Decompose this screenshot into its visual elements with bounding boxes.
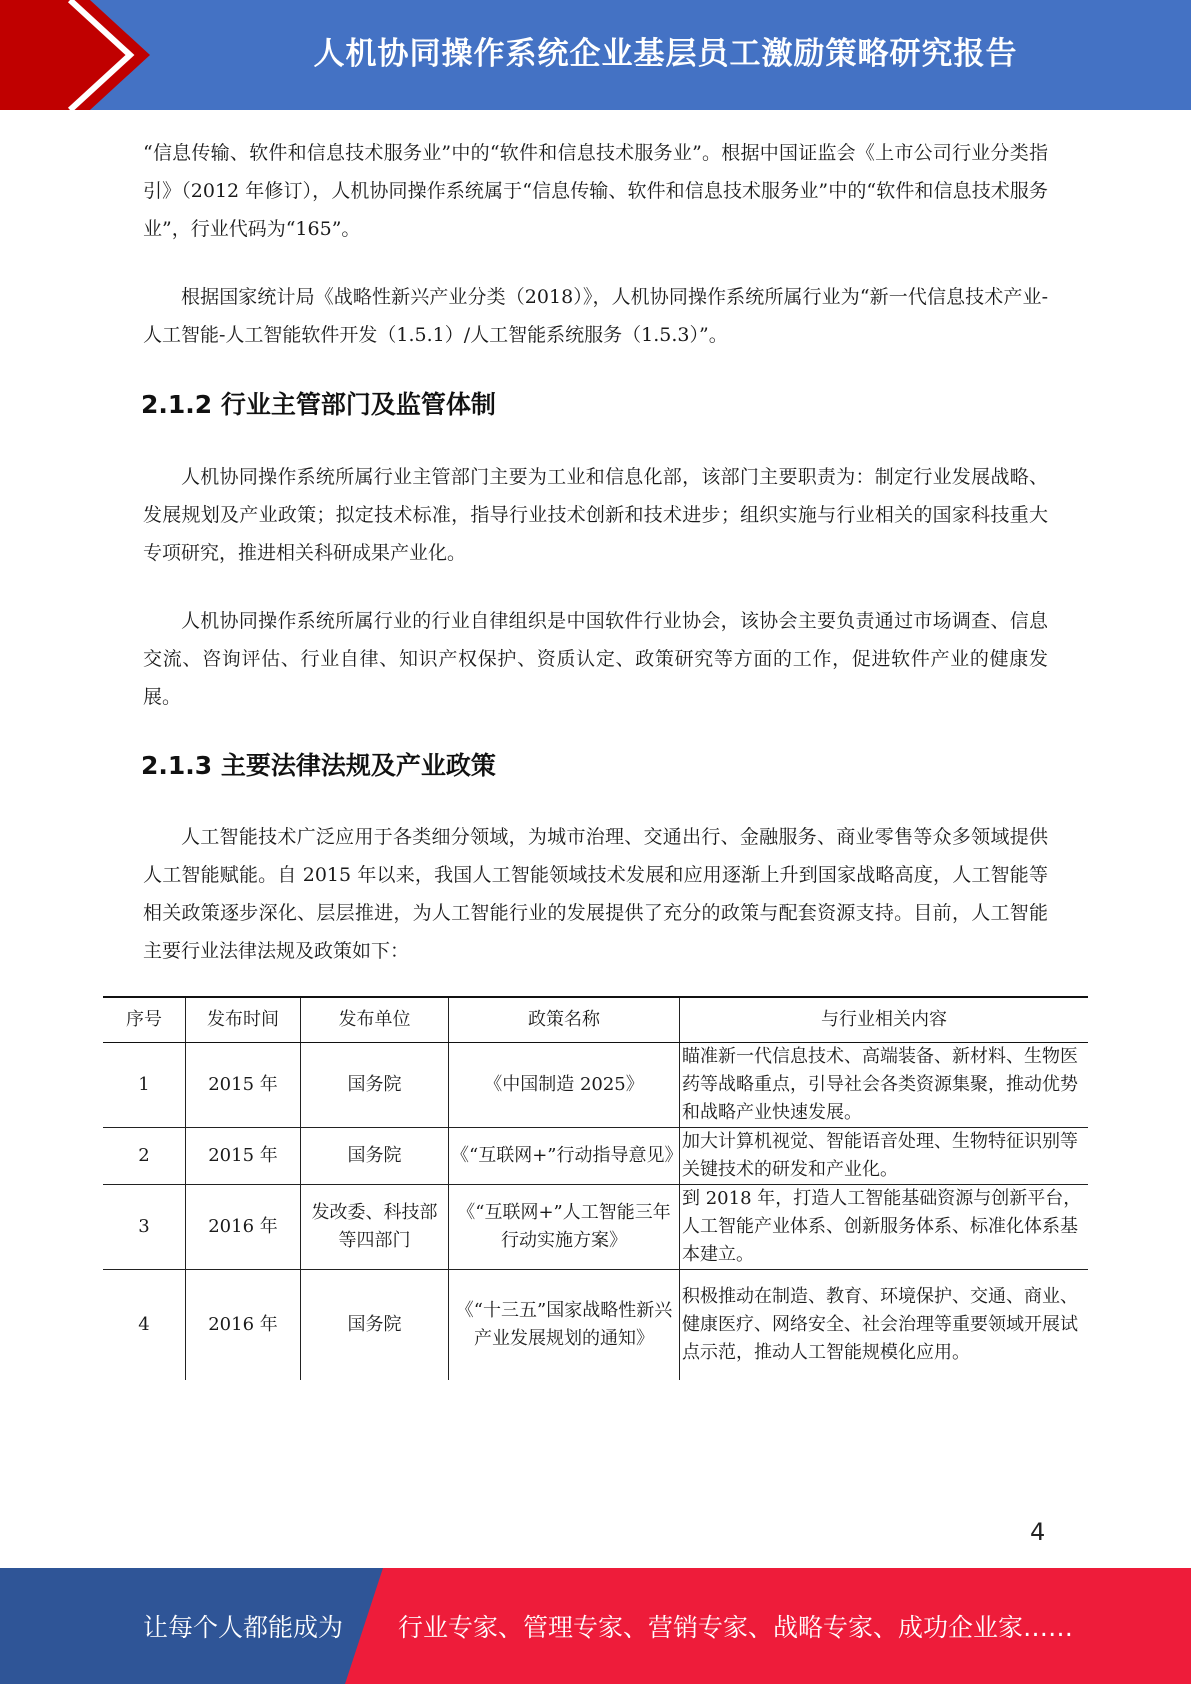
column-header-date: 发布时间 bbox=[186, 997, 301, 1043]
cell-issuer: 国务院 bbox=[301, 1128, 449, 1185]
paragraph-regulator: 人机协同操作系统所属行业主管部门主要为工业和信息化部，该部门主要职责为：制定行业发展战略、发展规划及产业政策；拟定技术标准，指导行业技术创新和技术进步；组织实施与行业相关的国家科技重大专项研究，推进相关科研成果产业化。 bbox=[143, 466, 1048, 564]
column-header-issuer: 发布单位 bbox=[301, 997, 449, 1043]
paragraph-association: 人机协同操作系统所属行业的行业自律组织是中国软件行业协会，该协会主要负责通过市场调查、信息交流、咨询评估、行业自律、知识产权保护、资质认定、政策研究等方面的工作，促进软件产业的健康发展。 bbox=[143, 610, 1048, 708]
paragraph-association-block bbox=[143, 602, 1048, 716]
cell-policy-name: 《“互联网+”行动指导意见》 bbox=[449, 1128, 680, 1185]
paragraph-ai-policy-block bbox=[143, 818, 1048, 970]
cell-date: 2015 年 bbox=[186, 1043, 301, 1128]
paragraph-regulator-block bbox=[143, 458, 1048, 572]
column-header-index: 序号 bbox=[103, 997, 186, 1043]
table-header-row bbox=[103, 997, 1088, 1043]
paragraph-csrc: “信息传输、软件和信息技术服务业”中的“软件和信息技术服务业”。根据中国证监会《上市公司行业分类指引》（2012 年修订），人机协同操作系统属于“信息传输、软件和信息技术服务业”中的“软件和信息技术服务业”，行业代码为“165”。 bbox=[143, 142, 1048, 240]
header-banner bbox=[0, 0, 1191, 110]
column-header-policy-name: 政策名称 bbox=[449, 997, 680, 1043]
cell-date: 2015 年 bbox=[186, 1128, 301, 1185]
cell-issuer: 国务院 bbox=[301, 1043, 449, 1128]
cell-policy-name: 《“互联网+”人工智能三年行动实施方案》 bbox=[449, 1185, 680, 1270]
cell-policy-name: 《“十三五”国家战略性新兴产业发展规划的通知》 bbox=[449, 1270, 680, 1380]
cell-related-content: 瞄准新一代信息技术、高端装备、新材料、生物医药等战略重点，引导社会各类资源集聚，推动优势和战略产业快速发展。 bbox=[680, 1043, 1089, 1128]
table-row bbox=[103, 1043, 1088, 1128]
column-header-related-content: 与行业相关内容 bbox=[680, 997, 1089, 1043]
cell-related-content: 加大计算机视觉、智能语音处理、生物特征识别等关键技术的研发和产业化。 bbox=[680, 1128, 1089, 1185]
cell-index: 2 bbox=[103, 1128, 186, 1185]
paragraph-stats-bureau: 根据国家统计局《战略性新兴产业分类（2018）》，人机协同操作系统所属行业为“新一代信息技术产业-人工智能-人工智能软件开发（1.5.1）/人工智能系统服务（1.5.3）”。 bbox=[143, 286, 1048, 346]
table-row bbox=[103, 1128, 1088, 1185]
section-heading-2-1-2: 2.1.2 行业主管部门及监管体制 bbox=[141, 390, 496, 419]
cell-index: 1 bbox=[103, 1043, 186, 1128]
header-chevron-icon bbox=[0, 0, 200, 110]
cell-policy-name: 《中国制造 2025》 bbox=[449, 1043, 680, 1128]
paragraph-industry-classification bbox=[143, 134, 1048, 248]
cell-related-content: 积极推动在制造、教育、环境保护、交通、商业、健康医疗、网络安全、社会治理等重要领域开展试点示范，推动人工智能规模化应用。 bbox=[680, 1270, 1089, 1380]
cell-related-content: 到 2018 年，打造人工智能基础资源与创新平台，人工智能产业体系、创新服务体系、标准化体系基本建立。 bbox=[680, 1185, 1089, 1270]
cell-issuer: 国务院 bbox=[301, 1270, 449, 1380]
table-row bbox=[103, 1185, 1088, 1270]
footer-slogan-right: 行业专家、管理专家、营销专家、战略专家、成功企业家…… bbox=[398, 1613, 1074, 1642]
paragraph-stats-bureau-block bbox=[143, 278, 1048, 354]
policy-table bbox=[103, 996, 1088, 1380]
cell-issuer: 发改委、科技部等四部门 bbox=[301, 1185, 449, 1270]
cell-index: 4 bbox=[138, 1313, 150, 1335]
section-heading-2-1-3: 2.1.3 主要法律法规及产业政策 bbox=[141, 751, 496, 780]
cell-date: 2016 年 bbox=[186, 1270, 301, 1380]
cell-date: 2016 年 bbox=[186, 1185, 301, 1270]
paragraph-ai-policy: 人工智能技术广泛应用于各类细分领域，为城市治理、交通出行、金融服务、商业零售等众多领域提供人工智能赋能。自 2015 年以来，我国人工智能领域技术发展和应用逐渐上升到国家战略高度，人工智能等相关政策逐步深化、层层推进，为人工智能行业的发展提供了充分的政策与配套资源支持。目前，人工智能主要行业法律法规及政策如下： bbox=[143, 826, 1048, 962]
footer-slogan-left: 让每个人都能成为 bbox=[143, 1613, 344, 1642]
footer-banner bbox=[0, 1568, 1191, 1684]
cell-index: 3 bbox=[103, 1185, 186, 1270]
document-title: 人机协同操作系统企业基层员工激励策略研究报告 bbox=[313, 36, 1018, 72]
page-number: 4 bbox=[1030, 1518, 1046, 1546]
table-row bbox=[103, 1270, 1088, 1380]
